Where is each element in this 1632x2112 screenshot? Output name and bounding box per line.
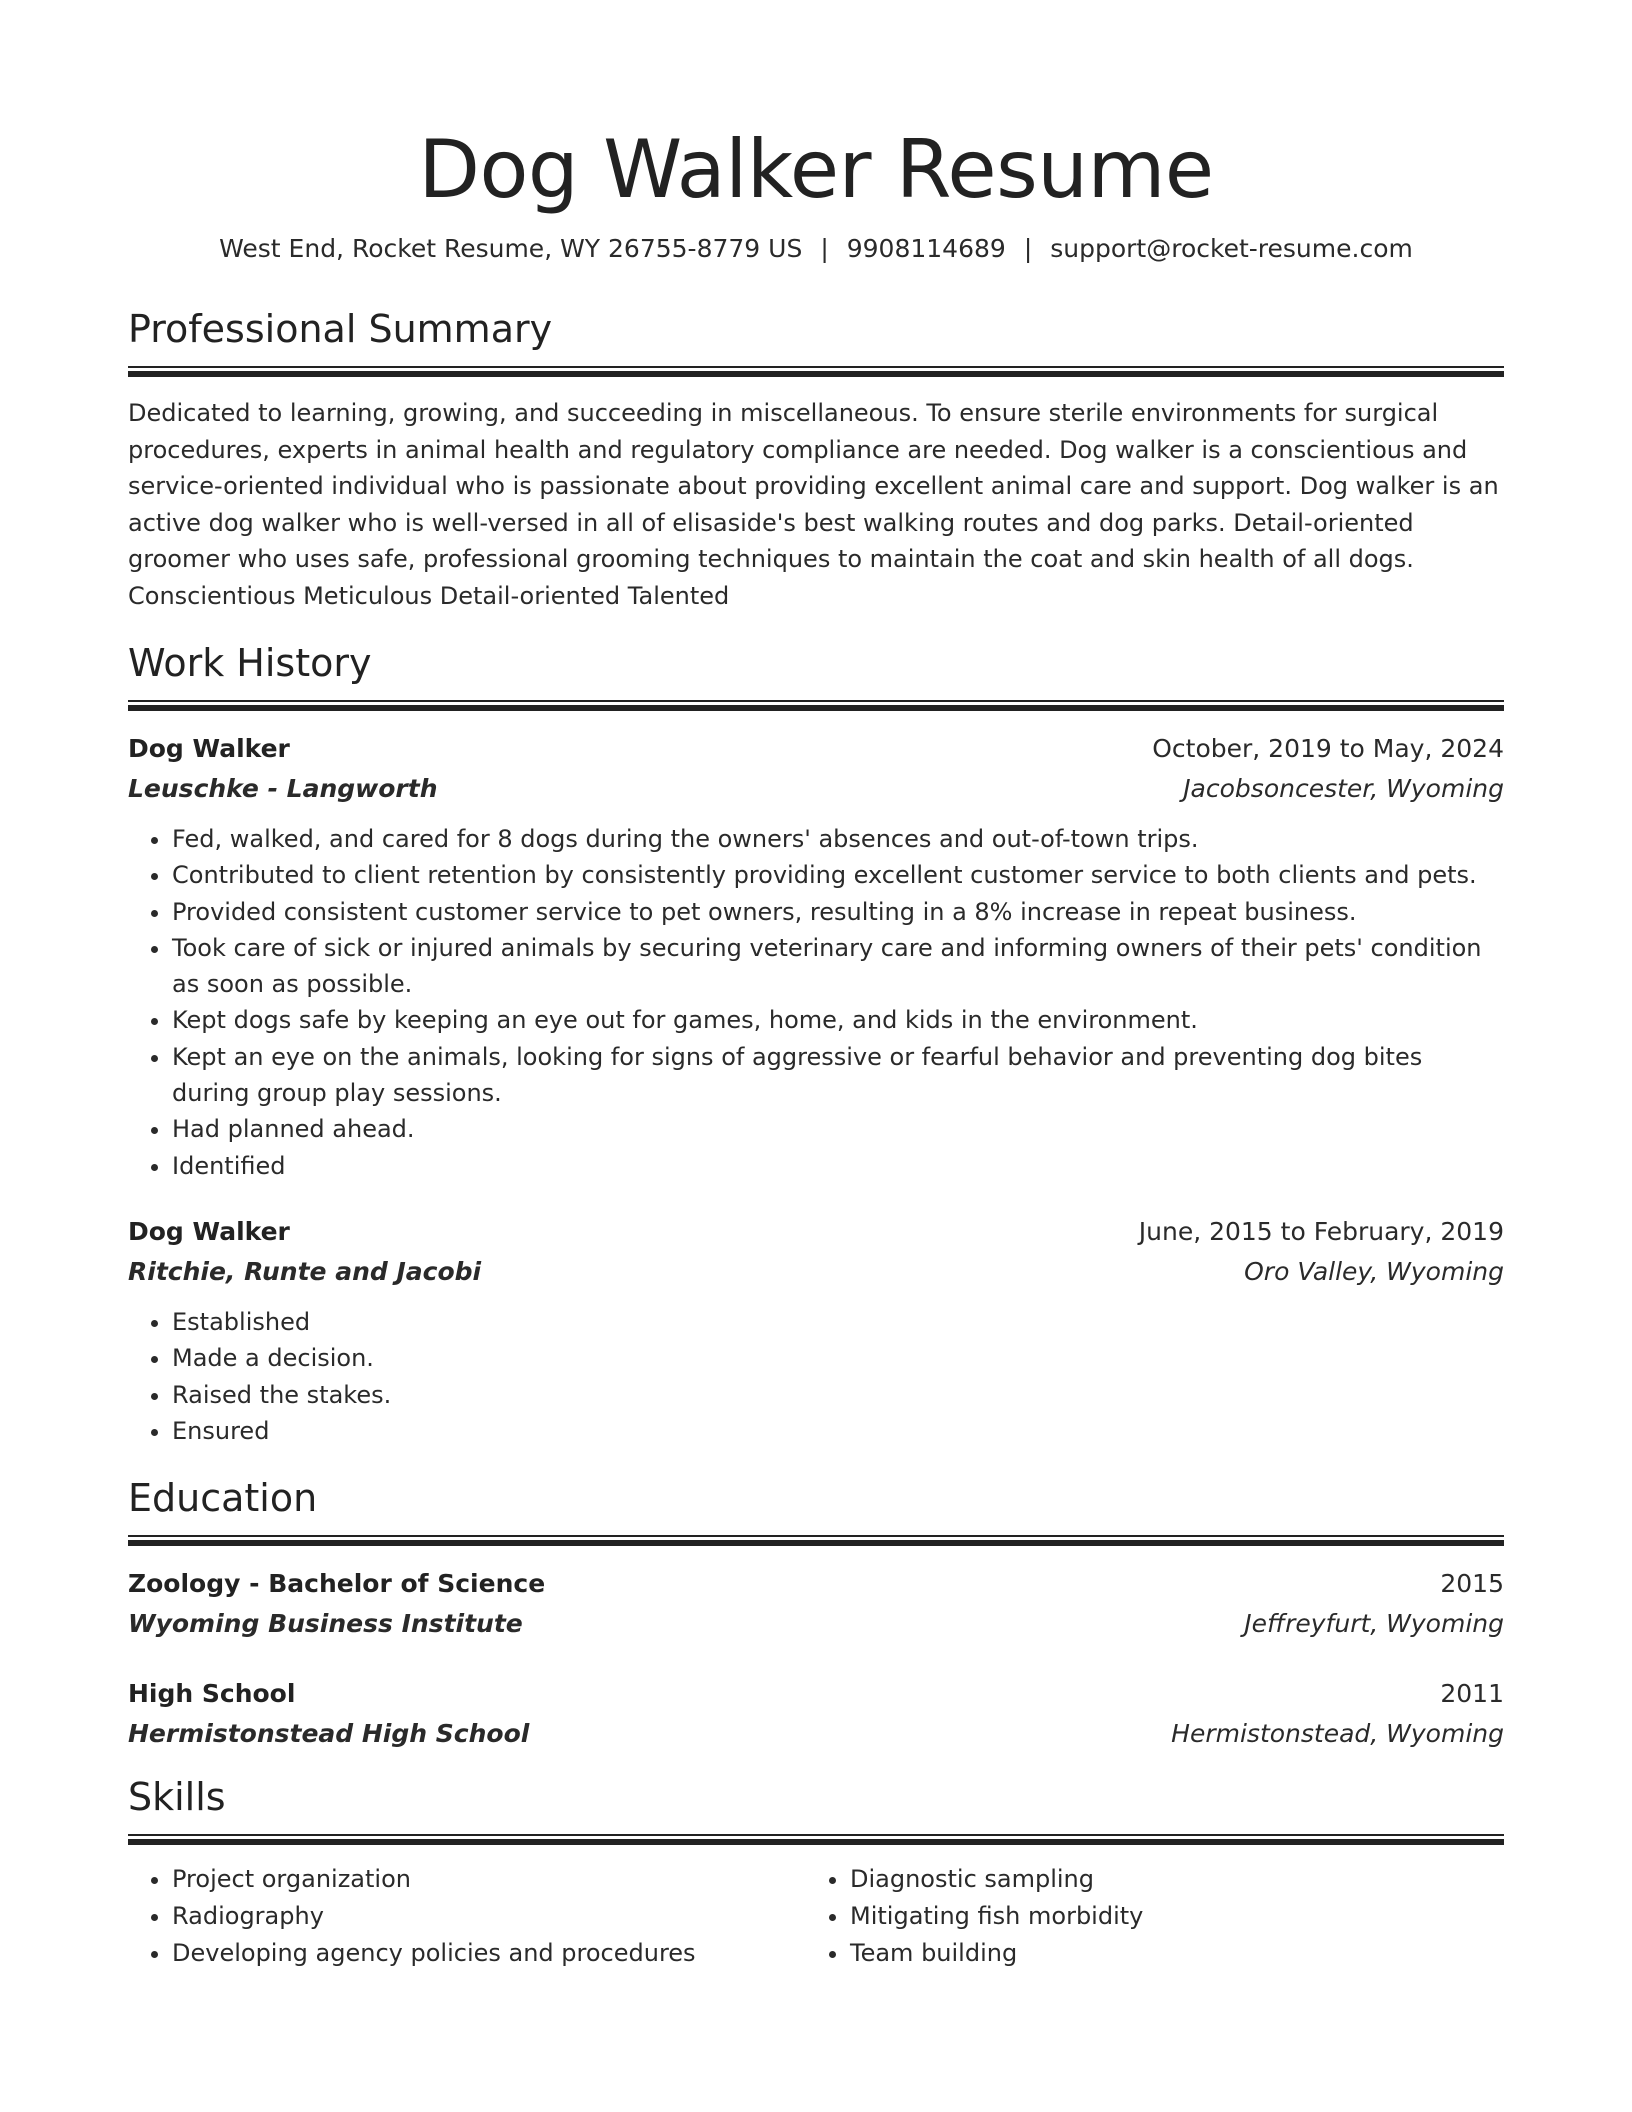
education-location: Jeffreyfurt, Wyoming bbox=[1244, 1609, 1504, 1639]
work-history-section bbox=[128, 640, 1504, 1449]
job-header bbox=[128, 1212, 1504, 1252]
section-divider bbox=[128, 366, 1504, 377]
list-item: • Kept dogs safe by keeping an eye out for games, home, and kids in the environment. bbox=[172, 1002, 1504, 1038]
contact-address: West End, Rocket Resume, WY 26755-8779 US bbox=[219, 234, 803, 263]
job-company: Ritchie, Runte and Jacobi bbox=[128, 1256, 482, 1286]
resume-title: Dog Walker Resume bbox=[418, 123, 1214, 216]
section-divider bbox=[128, 1834, 1504, 1845]
contact-separator: | bbox=[1023, 234, 1033, 263]
section-heading: Work History bbox=[128, 641, 372, 685]
skill-item: • Developing agency policies and procedures bbox=[172, 1935, 806, 1972]
skill-item: • Project organization bbox=[172, 1861, 806, 1898]
education-header bbox=[128, 1674, 1504, 1714]
skills-left-column bbox=[128, 1861, 806, 1972]
job-company: Leuschke - Langworth bbox=[128, 774, 438, 803]
education-subheader bbox=[128, 1604, 1504, 1644]
list-item: • Contributed to client retention by consistently providing excellent customer service to both clients and pets. bbox=[172, 857, 1504, 893]
skill-item: • Radiography bbox=[172, 1898, 806, 1935]
list-item: • Identified bbox=[172, 1148, 1504, 1184]
list-item: • Made a decision. bbox=[172, 1340, 1504, 1376]
section-heading: Professional Summary bbox=[128, 307, 553, 351]
section-divider bbox=[128, 1535, 1504, 1546]
job-title: Dog Walker bbox=[128, 1216, 290, 1246]
education-entry bbox=[128, 1674, 1504, 1754]
job-dates: October, 2019 to May, 2024 bbox=[1152, 734, 1504, 763]
contact-email: support@rocket-resume.com bbox=[1050, 234, 1413, 263]
skill-item: • Mitigating fish morbidity bbox=[850, 1898, 1484, 1935]
section-divider bbox=[128, 700, 1504, 711]
summary-section bbox=[128, 306, 1504, 614]
job-bullets bbox=[128, 821, 1504, 1184]
contact-separator: | bbox=[820, 234, 829, 263]
list-item: • Took care of sick or injured animals by securing veterinary care and informing owners of their pets' condition as soon as possible. bbox=[172, 930, 1504, 1003]
contact-phone: 9908114689 bbox=[846, 234, 1006, 263]
job-subheader bbox=[128, 1252, 1504, 1292]
job-header bbox=[128, 729, 1504, 769]
education-header bbox=[128, 1564, 1504, 1604]
education-degree: High School bbox=[128, 1679, 296, 1709]
skill-item: • Diagnostic sampling bbox=[850, 1861, 1484, 1898]
job-location: Oro Valley, Wyoming bbox=[1244, 1256, 1504, 1286]
list-item: • Provided consistent customer service to pet owners, resulting in a 8% increase in repeat business. bbox=[172, 894, 1504, 930]
list-item: • Had planned ahead. bbox=[172, 1111, 1504, 1147]
education-section bbox=[128, 1475, 1504, 1754]
education-year: 2011 bbox=[1440, 1679, 1504, 1709]
list-item: • Raised the stakes. bbox=[172, 1377, 1504, 1413]
skills-columns bbox=[128, 1861, 1504, 1972]
job-location: Jacobsoncester, Wyoming bbox=[1183, 774, 1504, 803]
education-location: Hermistonstead, Wyoming bbox=[1171, 1719, 1504, 1749]
education-entry bbox=[128, 1564, 1504, 1644]
job-entry bbox=[128, 729, 1504, 1184]
resume-page bbox=[128, 0, 1504, 1972]
job-title: Dog Walker bbox=[128, 734, 290, 763]
skills-right-column bbox=[806, 1861, 1484, 1972]
skills-section bbox=[128, 1774, 1504, 1972]
contact-line bbox=[128, 232, 1504, 266]
education-school: Hermistonstead High School bbox=[128, 1719, 530, 1749]
education-school: Wyoming Business Institute bbox=[128, 1609, 523, 1639]
section-heading: Skills bbox=[128, 1775, 226, 1820]
list-item: • Fed, walked, and cared for 8 dogs during the owners' absences and out-of-town trips. bbox=[172, 821, 1504, 857]
skill-item: • Team building bbox=[850, 1935, 1484, 1972]
list-item: • Ensured bbox=[172, 1413, 1504, 1449]
list-item: • Kept an eye on the animals, looking for signs of aggressive or fearful behavior and preventing dog bites during group play sessions. bbox=[172, 1039, 1504, 1112]
job-entry bbox=[128, 1212, 1504, 1449]
education-degree: Zoology - Bachelor of Science bbox=[128, 1569, 546, 1599]
job-bullets bbox=[128, 1304, 1504, 1449]
summary-text: Dedicated to learning, growing, and succeeding in miscellaneous. To ensure sterile environments for surgical procedures, experts in animal health and regulatory compliance are needed. Dog walker is a conscientious and service-oriented individual who is passionate about providing excellent animal care and support. Dog walker is an active dog walker who is well-versed in all of elisaside's best walking routes and dog parks. Detail-oriented groomer who uses safe, professional grooming techniques to maintain the coat and skin health of all dogs. Conscientious Meticulous Detail-oriented Talented bbox=[128, 399, 1499, 610]
section-heading: Education bbox=[128, 1476, 318, 1521]
job-dates: June, 2015 to February, 2019 bbox=[1138, 1216, 1504, 1246]
job-subheader bbox=[128, 769, 1504, 809]
education-year: 2015 bbox=[1440, 1569, 1504, 1599]
list-item: • Established bbox=[172, 1304, 1504, 1340]
education-subheader bbox=[128, 1714, 1504, 1754]
